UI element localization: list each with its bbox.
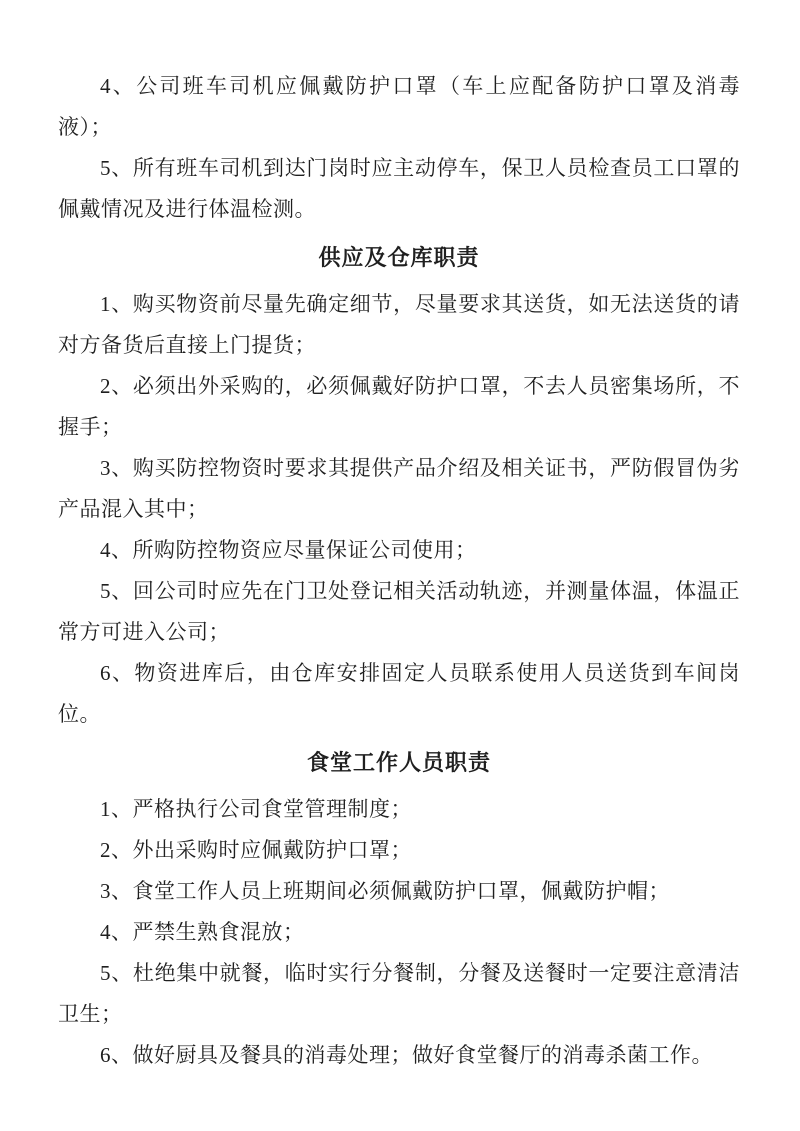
document-body <box>58 66 740 1076</box>
supply-warehouse-duties-section <box>58 237 740 735</box>
section-heading: 食堂工作人员职责 <box>306 750 491 775</box>
bus-driver-duties-continuation <box>58 66 740 230</box>
list-item: 4、严禁生熟食混放； <box>100 920 305 944</box>
canteen-staff-duties-section <box>58 742 740 1076</box>
list-item: 4、公司班车司机应佩戴防护口罩（车上应配备防护口罩及消毒液）； <box>58 74 740 139</box>
list-item: 1、严格执行公司食堂管理制度； <box>100 797 412 821</box>
list-item: 6、物资进库后，由仓库安排固定人员联系使用人员送货到车间岗位。 <box>58 661 740 726</box>
list-item: 6、做好厨具及餐具的消毒处理；做好食堂餐厅的消毒杀菌工作。 <box>100 1043 713 1067</box>
list-item: 4、所购防控物资应尽量保证公司使用； <box>100 538 477 562</box>
list-item: 3、食堂工作人员上班期间必须佩戴防护口罩，佩戴防护帽； <box>100 879 670 903</box>
list-item: 1、购买物资前尽量先确定细节，尽量要求其送货，如无法送货的请对方备货后直接上门提货； <box>58 292 740 357</box>
list-item: 5、所有班车司机到达门岗时应主动停车，保卫人员检查员工口罩的佩戴情况及进行体温检测。 <box>58 156 740 221</box>
list-item: 5、回公司时应先在门卫处登记相关活动轨迹，并测量体温，体温正常方可进入公司； <box>58 579 740 644</box>
section-heading: 供应及仓库职责 <box>318 245 480 270</box>
list-item: 3、购买防控物资时要求其提供产品介绍及相关证书，严防假冒伪劣产品混入其中； <box>58 456 740 521</box>
list-item: 5、杜绝集中就餐，临时实行分餐制，分餐及送餐时一定要注意清洁卫生； <box>58 961 740 1026</box>
list-item: 2、外出采购时应佩戴防护口罩； <box>100 838 412 862</box>
list-item: 2、必须出外采购的，必须佩戴好防护口罩，不去人员密集场所，不握手； <box>58 374 740 439</box>
